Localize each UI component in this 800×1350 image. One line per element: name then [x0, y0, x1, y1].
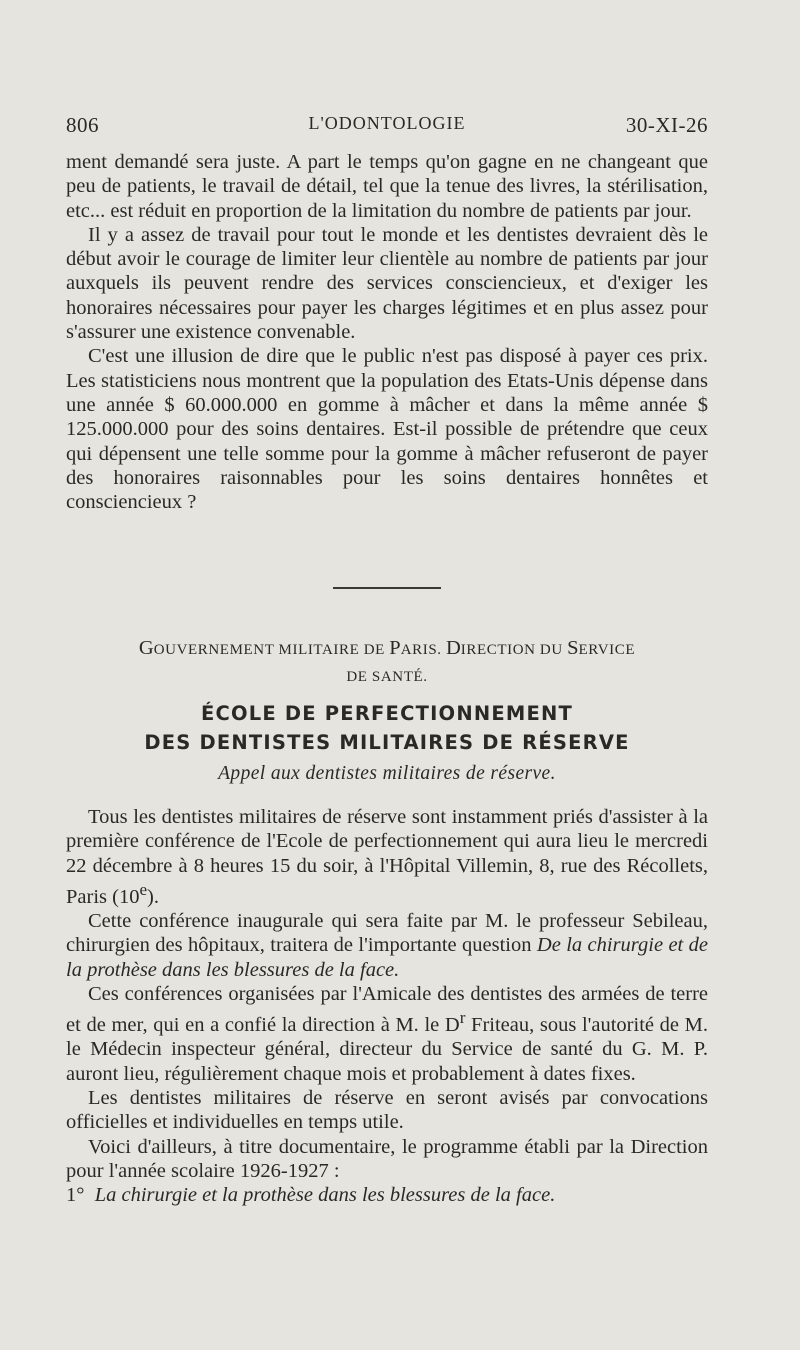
- article-continuation: [66, 150, 708, 514]
- section-divider: [333, 587, 441, 589]
- article-title: [66, 699, 708, 757]
- journal-title: L'ODONTOLOGIE: [308, 113, 466, 133]
- title-line2: DES DENTISTES MILITAIRES DE RÉSERVE: [144, 731, 630, 754]
- page-number: 806: [66, 113, 99, 137]
- paragraph: Voici d'ailleurs, à titre documentaire, le programme établi par la Direction pour l'année scolaire 1926-1927 :: [66, 1135, 708, 1182]
- paragraph: Les dentistes militaires de réserve en seront avisés par convocations officielles et individuelles en temps utile.: [66, 1086, 708, 1134]
- section-heading: [66, 635, 708, 691]
- paragraph: Cette conférence inaugurale qui sera faite par M. le professeur Sebileau, chirurgien des hôpitaux, traitera de l'importante question De la chirurgie et de la prothèse dans les blessures de la face.: [66, 910, 708, 981]
- paragraph: C'est une illusion de dire que le public n'est pas disposé à payer ces prix. Les statisticiens nous montrent que la population des Etats-Unis dépense dans une année $ 60.000.000 en gomme à mâcher et dans la même année $ 125.000.000 pour des soins dentaires. Est-il possible de prétendre que ceux qui dépensent une telle somme pour la gomme à mâcher refuseront de payer des honoraires raisonnables pour les soins dentaires honnêtes et consciencieux ?: [66, 345, 708, 514]
- article-subtitle: Appel aux dentistes militaires de réserve.: [218, 763, 556, 784]
- article-body: [66, 805, 708, 1207]
- paragraph: ment demandé sera juste. A part le temps qu'on gagne en ne changeant que peu de patients, le travail de détail, tel que la tenue des livres, la stérilisation, etc... est réduit en proportion de la limitation du nombre de patients par jour.: [66, 151, 708, 222]
- section-heading-line1: GOUVERNEMENT MILITAIRE DE PARIS. DIRECTION DU SERVICE: [138, 637, 636, 659]
- paragraph: Ces conférences organisées par l'Amicale des dentistes des armées de terre et de mer, qui en a confié la direction à M. le $D^r$ Friteau, sous l'autorité de M. le Médecin inspecteur général, directeur du Service de santé du G. M. P. auront lieu, régulièrement chaque mois et probablement à dates fixes.: [66, 982, 708, 1085]
- program-item: 1° La chirurgie et la prothèse dans les blessures de la face.: [66, 1184, 556, 1207]
- paragraph: Il y a assez de travail pour tout le monde et les dentistes devraient dès le début avoir le courage de limiter leur clientèle au nombre de patients par jour auxquels ils peuvent rendre des services consciencieux, et d'exiger les honoraires nécessaires pour payer les charges légitimes et en plus assez pour s'assurer une existence convenable.: [66, 223, 708, 344]
- section-heading-line2: DE SANTÉ.: [346, 669, 428, 685]
- running-header: [66, 113, 708, 143]
- title-line1: ÉCOLE DE PERFECTIONNEMENT: [200, 702, 574, 725]
- paragraph: Tous les dentistes militaires de réserve sont instamment priés d'assister à la première conférence de l'Ecole de perfectionnement qui aura lieu le mercredi 22 décembre à 8 heures 15 du soir, à l'Hôpital Villemin, 8, rue des Récollets, Paris (10e).: [66, 806, 708, 908]
- issue-date: 30-XI-26: [625, 113, 708, 137]
